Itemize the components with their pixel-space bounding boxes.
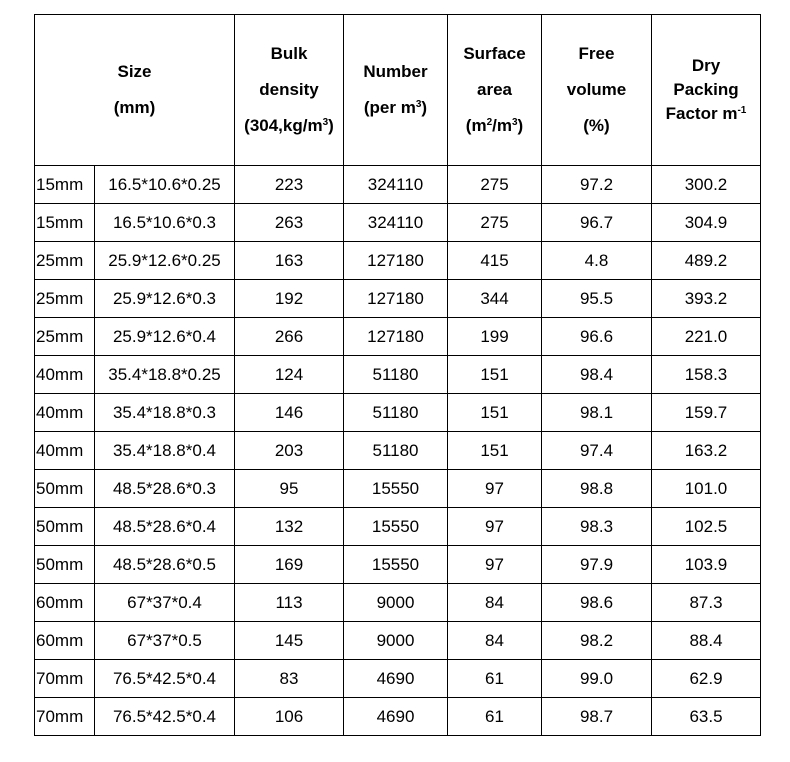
number-cell: 51180: [344, 356, 448, 394]
surface-area-cell: 151: [448, 394, 542, 432]
free-volume-cell: 95.5: [542, 280, 652, 318]
number-cell: 9000: [344, 584, 448, 622]
bulk-density-cell: 106: [235, 698, 344, 736]
nominal-size-cell: 70mm: [35, 698, 95, 736]
table-row: [35, 394, 761, 432]
nominal-size-cell: 50mm: [35, 508, 95, 546]
nominal-size-cell: 60mm: [35, 584, 95, 622]
free-volume-cell: 98.1: [542, 394, 652, 432]
table-row: [35, 318, 761, 356]
bulk-density-cell: 145: [235, 622, 344, 660]
nominal-size-cell: 25mm: [35, 318, 95, 356]
surface-area-cell: 97: [448, 546, 542, 584]
dry-packing-factor-cell: 393.2: [652, 280, 761, 318]
dry-packing-factor-cell: 221.0: [652, 318, 761, 356]
dry-packing-factor-cell: 88.4: [652, 622, 761, 660]
dry-packing-factor-cell: 158.3: [652, 356, 761, 394]
free-volume-cell: 4.8: [542, 242, 652, 280]
bulk-density-cell: 83: [235, 660, 344, 698]
table-row: [35, 204, 761, 242]
dry-packing-factor-cell: 159.7: [652, 394, 761, 432]
surface-area-cell: 61: [448, 698, 542, 736]
dimensions-cell: 48.5*28.6*0.4: [95, 508, 235, 546]
table-row: [35, 470, 761, 508]
dry-packing-factor-cell: 489.2: [652, 242, 761, 280]
number-cell: 127180: [344, 318, 448, 356]
surface-area-cell: 61: [448, 660, 542, 698]
table-row: [35, 166, 761, 204]
dry-packing-factor-cell: 87.3: [652, 584, 761, 622]
bulk-density-cell: 132: [235, 508, 344, 546]
bulk-density-cell: 203: [235, 432, 344, 470]
nominal-size-cell: 40mm: [35, 432, 95, 470]
table-row: [35, 660, 761, 698]
bulk-density-header: Bulk density $(304,kg/m^3)$: [235, 15, 344, 166]
surface-area-cell: 84: [448, 622, 542, 660]
dimensions-cell: 48.5*28.6*0.3: [95, 470, 235, 508]
free-volume-cell: 98.4: [542, 356, 652, 394]
dimensions-cell: 35.4*18.8*0.25: [95, 356, 235, 394]
bulk-density-cell: 146: [235, 394, 344, 432]
number-cell: 15550: [344, 470, 448, 508]
number-cell: 4690: [344, 698, 448, 736]
dry-packing-factor-cell: 304.9: [652, 204, 761, 242]
bulk-density-cell: 113: [235, 584, 344, 622]
free-volume-cell: 97.2: [542, 166, 652, 204]
free-volume-cell: 98.3: [542, 508, 652, 546]
bulk-density-cell: 266: [235, 318, 344, 356]
nominal-size-cell: 25mm: [35, 242, 95, 280]
table-row: [35, 280, 761, 318]
surface-area-cell: 415: [448, 242, 542, 280]
dimensions-cell: 48.5*28.6*0.5: [95, 546, 235, 584]
table-row: [35, 242, 761, 280]
dimensions-cell: 16.5*10.6*0.25: [95, 166, 235, 204]
bulk-density-cell: 95: [235, 470, 344, 508]
surface-area-cell: 151: [448, 356, 542, 394]
surface-area-cell: 97: [448, 508, 542, 546]
number-cell: 324110: [344, 166, 448, 204]
dry-packing-factor-header: Dry Packing Factor $m^{-1}$: [652, 15, 761, 166]
free-volume-cell: 97.9: [542, 546, 652, 584]
surface-area-cell: 275: [448, 166, 542, 204]
bulk-density-cell: 124: [235, 356, 344, 394]
dimensions-cell: 35.4*18.8*0.3: [95, 394, 235, 432]
dimensions-cell: 76.5*42.5*0.4: [95, 660, 235, 698]
number-cell: 324110: [344, 204, 448, 242]
number-cell: 4690: [344, 660, 448, 698]
nominal-size-cell: 50mm: [35, 546, 95, 584]
table-row: [35, 432, 761, 470]
free-volume-cell: 96.6: [542, 318, 652, 356]
surface-area-cell: 97: [448, 470, 542, 508]
dimensions-cell: 25.9*12.6*0.4: [95, 318, 235, 356]
dimensions-cell: 16.5*10.6*0.3: [95, 204, 235, 242]
dry-packing-factor-cell: 102.5: [652, 508, 761, 546]
dimensions-cell: 25.9*12.6*0.25: [95, 242, 235, 280]
free-volume-cell: 98.2: [542, 622, 652, 660]
surface-area-cell: 151: [448, 432, 542, 470]
surface-area-cell: 199: [448, 318, 542, 356]
table-row: [35, 356, 761, 394]
nominal-size-cell: 50mm: [35, 470, 95, 508]
number-header: Number (per $m^3$): [344, 15, 448, 166]
number-cell: 15550: [344, 508, 448, 546]
dimensions-cell: 67*37*0.5: [95, 622, 235, 660]
table-row: [35, 622, 761, 660]
dimensions-cell: 76.5*42.5*0.4: [95, 698, 235, 736]
nominal-size-cell: 15mm: [35, 166, 95, 204]
dry-packing-factor-cell: 103.9: [652, 546, 761, 584]
bulk-density-cell: 163: [235, 242, 344, 280]
free-volume-cell: 97.4: [542, 432, 652, 470]
surface-area-cell: 344: [448, 280, 542, 318]
dimensions-cell: 25.9*12.6*0.3: [95, 280, 235, 318]
bulk-density-cell: 192: [235, 280, 344, 318]
spec-table: [34, 14, 761, 736]
dimensions-cell: 35.4*18.8*0.4: [95, 432, 235, 470]
free-volume-cell: 99.0: [542, 660, 652, 698]
table-row: [35, 508, 761, 546]
dry-packing-factor-cell: 63.5: [652, 698, 761, 736]
number-cell: 127180: [344, 280, 448, 318]
table-body: [35, 166, 761, 736]
table-header: [35, 15, 761, 166]
free-volume-header: Free volume (%): [542, 15, 652, 166]
nominal-size-cell: 15mm: [35, 204, 95, 242]
table-row: [35, 546, 761, 584]
dry-packing-factor-cell: 101.0: [652, 470, 761, 508]
nominal-size-cell: 40mm: [35, 394, 95, 432]
number-cell: 127180: [344, 242, 448, 280]
free-volume-cell: 98.6: [542, 584, 652, 622]
number-cell: 9000: [344, 622, 448, 660]
size-header: Size (mm): [35, 15, 235, 166]
bulk-density-cell: 263: [235, 204, 344, 242]
dry-packing-factor-cell: 300.2: [652, 166, 761, 204]
nominal-size-cell: 60mm: [35, 622, 95, 660]
free-volume-cell: 98.7: [542, 698, 652, 736]
table-row: [35, 584, 761, 622]
surface-area-header: Surface area $(m^2/m^3)$: [448, 15, 542, 166]
dry-packing-factor-cell: 163.2: [652, 432, 761, 470]
nominal-size-cell: 70mm: [35, 660, 95, 698]
surface-area-cell: 84: [448, 584, 542, 622]
surface-area-cell: 275: [448, 204, 542, 242]
bulk-density-cell: 169: [235, 546, 344, 584]
bulk-density-cell: 223: [235, 166, 344, 204]
free-volume-cell: 96.7: [542, 204, 652, 242]
nominal-size-cell: 25mm: [35, 280, 95, 318]
number-cell: 51180: [344, 432, 448, 470]
free-volume-cell: 98.8: [542, 470, 652, 508]
dimensions-cell: 67*37*0.4: [95, 584, 235, 622]
nominal-size-cell: 40mm: [35, 356, 95, 394]
table-row: [35, 698, 761, 736]
number-cell: 15550: [344, 546, 448, 584]
number-cell: 51180: [344, 394, 448, 432]
dry-packing-factor-cell: 62.9: [652, 660, 761, 698]
